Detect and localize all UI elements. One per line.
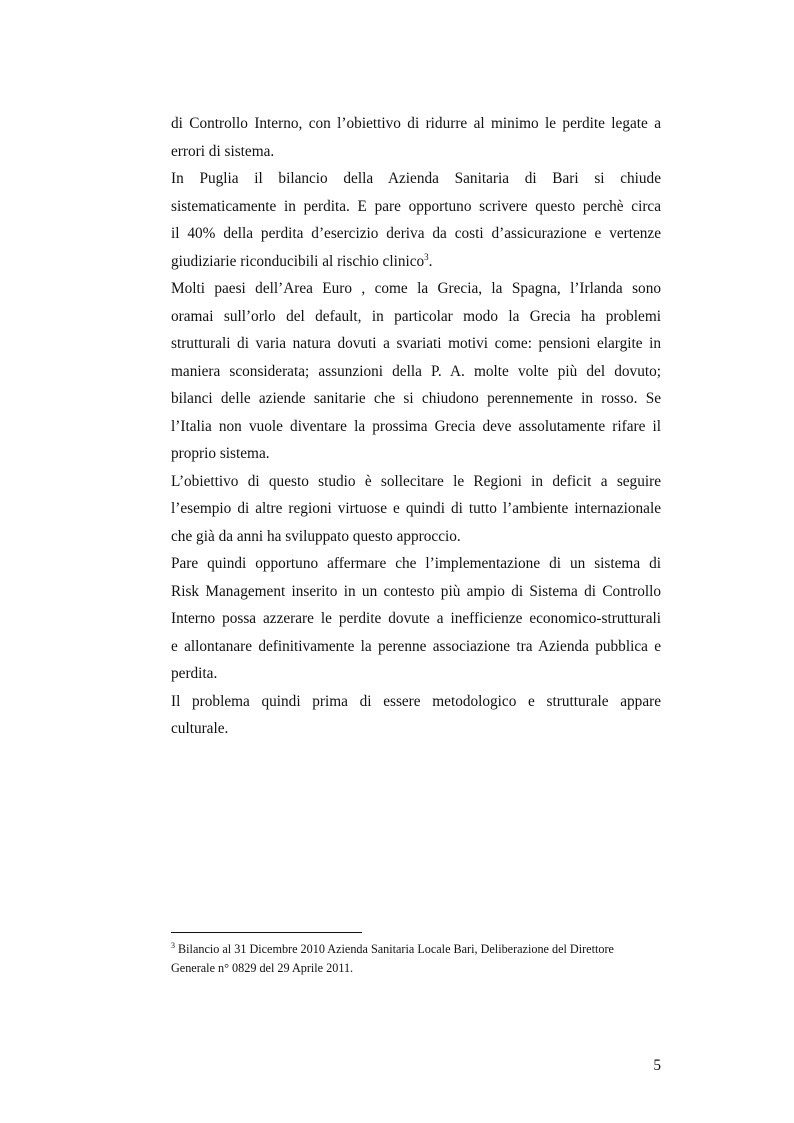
paragraph-6	[171, 688, 661, 743]
text-line	[171, 248, 661, 276]
text-line: L’obiettivo di questo studio è sollecitare le Regioni in deficit a seguire	[171, 472, 661, 490]
text-line: e allontanare definitivamente la perenne associazione tra Azienda pubblica e	[171, 637, 661, 655]
text-line: oramai sull’orlo del default, in particolar modo la Grecia ha problemi	[171, 307, 661, 325]
page-number: 5	[653, 1057, 661, 1074]
paragraph-1	[171, 110, 661, 165]
footnote-separator	[171, 932, 362, 933]
body-text	[171, 110, 661, 743]
text-line: Risk Management inserito in un contesto più ampio di Sistema di Controllo	[171, 582, 661, 600]
footnote-number: 3	[171, 940, 175, 950]
text-line: di Controllo Interno, con l’obiettivo di ridurre al minimo le perdite legate a	[171, 115, 661, 132]
paragraph-4	[171, 468, 661, 551]
text-line: culturale.	[171, 720, 229, 737]
text-line: Molti paesi dell’Area Euro , come la Grecia, la Spagna, l’Irlanda sono	[171, 280, 661, 297]
text-line: Pare quindi opportuno affermare che l’implementazione di un sistema di	[171, 555, 661, 572]
footnote	[171, 940, 661, 978]
footnote-reference[interactable]: 3	[424, 251, 429, 262]
footnote-text-line: Bilancio al 31 Dicembre 2010 Azienda Sanitaria Locale Bari, Deliberazione del Direttore	[178, 942, 614, 956]
text-line: sistematicamente in perdita. E pare opportuno scrivere questo perchè circa	[171, 197, 661, 215]
text-line: Interno possa azzerare le perdite dovute a inefficienze economico-strutturali	[171, 610, 661, 627]
text-line: l’Italia non vuole diventare la prossima Grecia deve assolutamente rifare il	[171, 417, 661, 435]
paragraph-3	[171, 275, 661, 468]
text-line: maniera sconsiderata; assunzioni della P. A. molte volte più del dovuto;	[171, 362, 661, 380]
text-line: bilanci delle aziende sanitarie che si chiudono perennemente in rosso. Se	[171, 390, 661, 407]
text-line-fragment: giudiziarie riconducibili al rischio clinico	[171, 252, 425, 270]
text-line: In Puglia il bilancio della Azienda Sanitaria di Bari si chiude	[171, 170, 661, 187]
text-line-fragment: .	[428, 252, 433, 270]
footnote-text-line: Generale n° 0829 del 29 Aprile 2011.	[171, 961, 354, 975]
text-line: Il problema quindi prima di essere metodologico e strutturale appare	[171, 692, 661, 710]
text-line: proprio sistema.	[171, 445, 270, 462]
paragraph-5	[171, 550, 661, 688]
text-line: che già da anni ha sviluppato questo approccio.	[171, 527, 461, 545]
text-line: il 40% della perdita d’esercizio deriva da costi d’assicurazione e vertenze	[171, 225, 661, 242]
text-line: perdita.	[171, 665, 218, 682]
text-line: errori di sistema.	[171, 142, 275, 160]
text-line: strutturali di varia natura dovuti a svariati motivi come: pensioni elargite in	[171, 335, 661, 352]
text-line: l’esempio di altre regioni virtuose e quindi di tutto l’ambiente internazionale	[171, 500, 661, 517]
paragraph-2	[171, 165, 661, 275]
